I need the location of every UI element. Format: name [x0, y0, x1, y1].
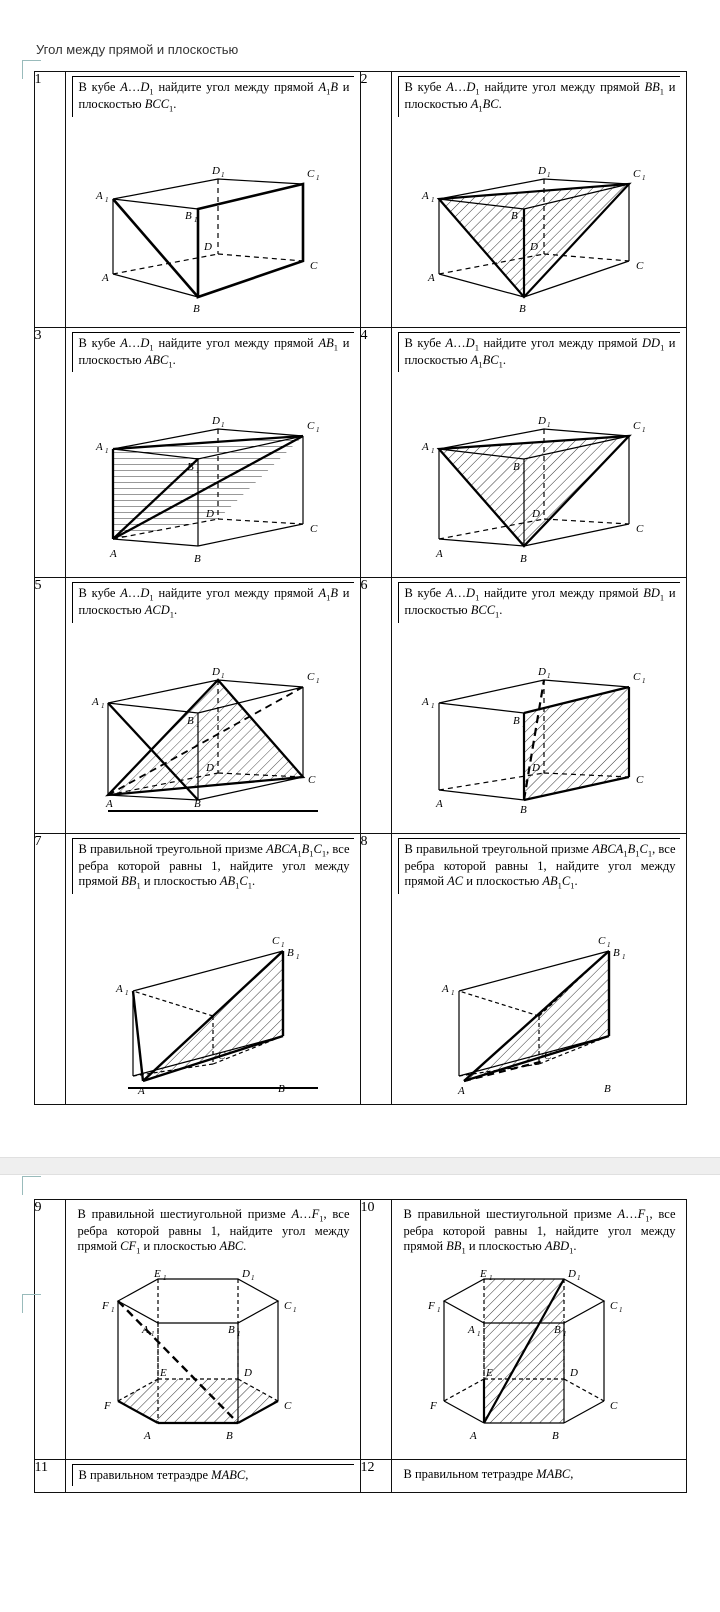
problem-statement-9: В правильной шестиугольной призме $A\dots F_1$, все ребра которой равны 1, найдите угол между прямой $CF_1$ и плоскостью ABC. — [77, 1207, 350, 1256]
page-break-gap — [0, 1105, 720, 1157]
svg-text:A: A — [435, 798, 443, 811]
svg-text:C: C — [632, 671, 640, 684]
document-page — [0, 42, 720, 1501]
svg-text:A: A — [467, 1324, 475, 1337]
figure-cube-4 — [414, 374, 664, 569]
problem-cell-2 — [391, 72, 686, 328]
svg-text:1: 1 — [476, 1330, 480, 1339]
problem-number-11: 11 — [34, 1460, 65, 1493]
svg-text:1: 1 — [100, 702, 104, 711]
svg-text:E: E — [159, 1367, 167, 1380]
table-row — [34, 1460, 686, 1493]
problem-number-10: 10 — [360, 1200, 391, 1460]
problem-statement-7: В правильной треугольной призме $ABCA_1B_1C_1$, все ребра которой равны 1, найдите угол между прямой $BB_1$ и плоскостью $AB_1C_1$. — [72, 838, 354, 894]
svg-text:B: B — [186, 715, 194, 728]
problem-cell-11 — [65, 1460, 360, 1493]
svg-text:C: C — [309, 523, 317, 536]
table-row — [34, 578, 686, 834]
svg-text:B: B — [553, 1324, 561, 1337]
svg-text:1: 1 — [220, 421, 224, 430]
svg-text:1: 1 — [295, 953, 299, 962]
svg-text:B: B — [225, 1430, 233, 1443]
problem-cell-10 — [391, 1200, 686, 1460]
svg-text:C: C — [635, 523, 643, 536]
problem-cell-7 — [65, 834, 360, 1105]
svg-text:E: E — [153, 1268, 161, 1281]
problem-statement-10: В правильной шестиугольной призме $A\dots F_1$, все ребра которой равны 1, найдите угол между прямой $BB_1$ и плоскостью $ABD_1$. — [403, 1207, 676, 1256]
svg-text:C: C — [635, 774, 643, 787]
svg-text:B: B — [286, 947, 294, 960]
svg-text:A: A — [141, 1324, 149, 1337]
svg-text:1: 1 — [621, 953, 625, 962]
problem-cell-12 — [391, 1460, 686, 1493]
problem-statement-4: В кубе $A\dots D_1$ найдите угол между прямой $DD_1$ и плоскостью $A_1BC_1$. — [398, 332, 680, 373]
svg-text:1: 1 — [280, 941, 284, 950]
svg-text:1: 1 — [315, 677, 319, 686]
svg-text:D: D — [531, 762, 540, 775]
svg-text:1: 1 — [641, 173, 645, 182]
problem-table-upper — [34, 71, 687, 1105]
figure-cube-6 — [414, 625, 664, 825]
svg-text:B: B — [518, 302, 526, 315]
svg-text:E: E — [485, 1367, 493, 1380]
svg-text:1: 1 — [315, 426, 319, 435]
svg-text:C: C — [309, 259, 317, 272]
problem-statement-6: В кубе $A\dots D_1$ найдите угол между прямой $BD_1$ и плоскостью $BCC_1$. — [398, 582, 680, 623]
svg-text:1: 1 — [576, 1274, 580, 1283]
problem-number-2: 2 — [360, 72, 391, 328]
svg-text:A: A — [457, 1085, 465, 1097]
problem-cell-1 — [65, 72, 360, 328]
svg-text:1: 1 — [195, 467, 199, 476]
svg-text:C: C — [217, 1050, 225, 1063]
svg-text:D: D — [211, 415, 220, 428]
figure-hexprism-10 — [414, 1261, 664, 1451]
svg-text:1: 1 — [315, 173, 319, 182]
svg-text:1: 1 — [521, 721, 525, 730]
svg-text:A: A — [435, 548, 443, 561]
table-row — [34, 72, 686, 328]
problem-number-12: 12 — [360, 1460, 391, 1493]
svg-text:D: D — [537, 164, 546, 177]
figure-cube-3 — [88, 374, 338, 569]
svg-text:D: D — [243, 1367, 252, 1380]
svg-text:1: 1 — [220, 170, 224, 179]
svg-text:1: 1 — [519, 215, 523, 224]
svg-text:A: A — [95, 189, 103, 202]
svg-text:B: B — [227, 1324, 235, 1337]
svg-text:1: 1 — [546, 672, 550, 681]
problem-cell-3 — [65, 327, 360, 578]
problem-cell-5 — [65, 578, 360, 834]
svg-text:B: B — [612, 947, 620, 960]
svg-text:C: C — [307, 774, 315, 787]
svg-text:B: B — [510, 209, 518, 222]
svg-text:B: B — [192, 302, 200, 315]
crop-mark-next-page — [22, 1294, 41, 1313]
svg-text:C: C — [306, 671, 314, 684]
problem-number-7: 7 — [34, 834, 65, 1105]
problem-number-6: 6 — [360, 578, 391, 834]
svg-text:C: C — [271, 935, 279, 948]
svg-text:C: C — [283, 1400, 291, 1413]
problem-number-4: 4 — [360, 327, 391, 578]
svg-text:1: 1 — [292, 1306, 296, 1315]
problem-statement-12: В правильном тетраэдре MABC, — [403, 1467, 574, 1482]
svg-text:A: A — [91, 696, 99, 709]
problem-number-5: 5 — [34, 578, 65, 834]
figure-cube-2 — [414, 119, 664, 319]
page-separator-band — [0, 1157, 720, 1175]
svg-text:A: A — [101, 271, 109, 284]
svg-text:D: D — [205, 762, 214, 775]
svg-text:D: D — [537, 666, 546, 679]
svg-text:C: C — [597, 935, 605, 948]
svg-text:F: F — [429, 1400, 437, 1413]
svg-text:1: 1 — [110, 1306, 114, 1315]
svg-text:B: B — [277, 1083, 285, 1096]
svg-text:1: 1 — [606, 941, 610, 950]
svg-text:B: B — [512, 715, 520, 728]
svg-text:D: D — [203, 240, 212, 253]
problem-number-3: 3 — [34, 327, 65, 578]
svg-text:A: A — [421, 441, 429, 454]
svg-text:A: A — [143, 1430, 151, 1443]
svg-text:A: A — [469, 1430, 477, 1443]
crop-mark-top-left — [22, 60, 41, 79]
svg-text:D: D — [537, 415, 546, 428]
svg-text:D: D — [529, 240, 538, 253]
svg-text:B: B — [193, 798, 201, 811]
svg-text:C: C — [632, 420, 640, 433]
svg-text:1: 1 — [641, 677, 645, 686]
svg-text:A: A — [105, 798, 113, 811]
bottom-gap — [0, 1493, 720, 1501]
svg-text:C: C — [306, 167, 314, 180]
table-row — [34, 327, 686, 578]
figure-cube-1 — [88, 119, 338, 319]
table-row — [34, 834, 686, 1105]
page-title: Угол между прямой и плоскостью — [36, 42, 239, 57]
figure-prism-7 — [88, 896, 338, 1096]
svg-text:B: B — [519, 553, 527, 566]
svg-text:C: C — [306, 420, 314, 433]
svg-text:C: C — [609, 1300, 617, 1313]
page-top-gap — [0, 1175, 720, 1199]
svg-text:1: 1 — [430, 195, 434, 204]
problem-number-1: 1 — [34, 72, 65, 328]
svg-text:C: C — [283, 1300, 291, 1313]
svg-text:F: F — [103, 1400, 111, 1413]
svg-text:A: A — [421, 696, 429, 709]
problem-table-lower — [34, 1199, 687, 1493]
svg-text:C: C — [635, 259, 643, 272]
svg-text:B: B — [519, 804, 527, 817]
svg-text:1: 1 — [236, 1330, 240, 1339]
problem-statement-8: В правильной треугольной призме $ABCA_1B_1C_1$, все ребра которой равны 1, найдите угол между прямой AC и плоскостью $AB_1C_1$. — [398, 838, 680, 894]
svg-text:1: 1 — [488, 1274, 492, 1283]
svg-text:B: B — [551, 1430, 559, 1443]
svg-text:1: 1 — [641, 426, 645, 435]
svg-text:1: 1 — [195, 721, 199, 730]
svg-text:D: D — [211, 164, 220, 177]
figure-hexprism-9 — [88, 1261, 338, 1451]
svg-text:A: A — [421, 189, 429, 202]
figure-cube-5 — [88, 625, 338, 825]
svg-text:1: 1 — [546, 170, 550, 179]
svg-text:D: D — [531, 508, 540, 521]
problem-cell-4 — [391, 327, 686, 578]
svg-text:1: 1 — [562, 1330, 566, 1339]
table-row — [34, 1200, 686, 1460]
svg-text:1: 1 — [450, 989, 454, 998]
figure-prism-8 — [414, 896, 664, 1096]
svg-text:B: B — [193, 553, 201, 566]
svg-text:A: A — [427, 271, 435, 284]
problem-number-8: 8 — [360, 834, 391, 1105]
svg-text:D: D — [569, 1367, 578, 1380]
svg-text:D: D — [241, 1268, 250, 1281]
problem-statement-1: В кубе $A\dots D_1$ найдите угол между прямой $A_1B$ и плоскостью $BCC_1$. — [72, 76, 354, 117]
svg-text:C: C — [609, 1400, 617, 1413]
svg-text:1: 1 — [430, 447, 434, 456]
svg-text:B: B — [603, 1083, 611, 1096]
svg-text:A: A — [137, 1085, 145, 1097]
svg-text:1: 1 — [162, 1274, 166, 1283]
svg-text:F: F — [101, 1300, 109, 1313]
crop-mark-bottom-left — [22, 1176, 41, 1195]
svg-text:E: E — [479, 1268, 487, 1281]
svg-text:1: 1 — [546, 421, 550, 430]
svg-text:1: 1 — [193, 215, 197, 224]
problem-statement-11: В правильном тетраэдре MABC, — [72, 1464, 354, 1486]
svg-text:A: A — [109, 548, 117, 561]
svg-text:C: C — [632, 167, 640, 180]
svg-text:1: 1 — [104, 447, 108, 456]
svg-text:F: F — [427, 1300, 435, 1313]
svg-text:A: A — [441, 983, 449, 996]
svg-text:D: D — [211, 666, 220, 679]
problem-cell-9 — [65, 1200, 360, 1460]
svg-text:1: 1 — [430, 702, 434, 711]
problem-number-9: 9 — [34, 1200, 65, 1460]
problem-cell-6 — [391, 578, 686, 834]
svg-text:1: 1 — [220, 672, 224, 681]
svg-text:1: 1 — [250, 1274, 254, 1283]
svg-text:1: 1 — [150, 1330, 154, 1339]
svg-text:1: 1 — [104, 195, 108, 204]
svg-text:D: D — [567, 1268, 576, 1281]
svg-text:B: B — [184, 209, 192, 222]
svg-text:B: B — [512, 461, 520, 474]
problem-cell-8 — [391, 834, 686, 1105]
svg-text:C: C — [543, 1050, 551, 1063]
svg-text:A: A — [115, 983, 123, 996]
svg-text:D: D — [205, 508, 214, 521]
svg-text:A: A — [95, 441, 103, 454]
problem-statement-2: В кубе $A\dots D_1$ найдите угол между прямой $BB_1$ и плоскостью $A_1BC$. — [398, 76, 680, 117]
svg-text:1: 1 — [521, 467, 525, 476]
svg-text:1: 1 — [124, 989, 128, 998]
svg-text:1: 1 — [618, 1306, 622, 1315]
problem-statement-3: В кубе $A\dots D_1$ найдите угол между прямой $AB_1$ и плоскостью $ABC_1$. — [72, 332, 354, 373]
svg-text:1: 1 — [436, 1306, 440, 1315]
problem-statement-5: В кубе $A\dots D_1$ найдите угол между прямой $A_1B$ и плоскостью $ACD_1$. — [72, 582, 354, 623]
svg-text:B: B — [186, 461, 194, 474]
